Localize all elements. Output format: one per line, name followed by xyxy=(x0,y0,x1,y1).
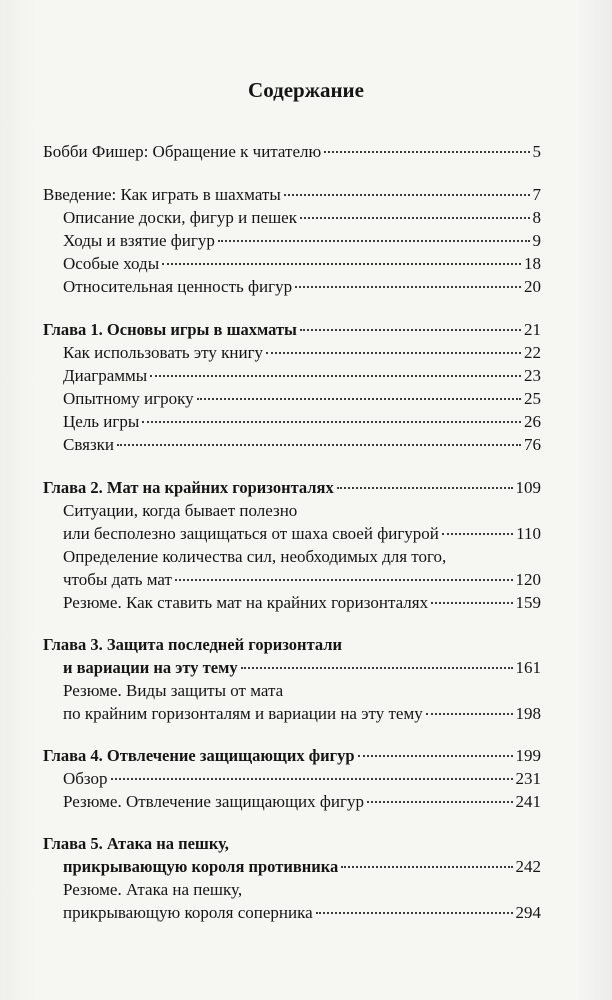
page-number: 9 xyxy=(532,231,541,250)
page-number: 242 xyxy=(515,857,541,876)
page-number: 23 xyxy=(524,366,541,385)
toc-chapter-5 xyxy=(43,855,541,878)
entry-title: Как использовать эту книгу xyxy=(63,343,264,362)
chapter-title-line: Глава 5. Атака на пешку, xyxy=(43,834,229,853)
dot-leader xyxy=(142,421,521,423)
page-number: 109 xyxy=(515,478,541,497)
toc-subentry xyxy=(43,252,541,275)
entry-title: или бесполезно защищаться от шаха своей фигурой xyxy=(63,524,439,543)
dot-leader xyxy=(426,713,513,715)
entry-title: Связки xyxy=(63,435,115,454)
page-number: 7 xyxy=(532,185,541,204)
entry-title: Диаграммы xyxy=(63,366,148,385)
entry-title: по крайним горизонталям и вариации на эту тему xyxy=(63,704,423,723)
toc-subentry xyxy=(43,568,541,591)
entry-title: Резюме. Как ставить мат на крайних горизонталях xyxy=(63,593,429,612)
toc-subentry xyxy=(43,364,541,387)
dot-leader xyxy=(175,579,513,581)
chapter-title: Глава 2. Мат на крайних горизонталях xyxy=(43,478,334,497)
page-number: 26 xyxy=(524,412,541,431)
page-number: 25 xyxy=(524,389,541,408)
chapter-title: Глава 4. Отвлечение защищающих фигур xyxy=(43,746,355,765)
entry-title: Цель игры xyxy=(63,412,140,431)
page-number: 294 xyxy=(515,903,541,922)
toc-subentry xyxy=(43,229,541,252)
dot-leader xyxy=(295,286,521,288)
page-number: 159 xyxy=(515,593,541,612)
page-number: 18 xyxy=(524,254,541,273)
toc-subentry xyxy=(43,767,541,790)
entry-title: Введение: Как играть в шахматы xyxy=(43,185,281,204)
page-number: 20 xyxy=(524,277,541,296)
chapter-title: и вариации на эту тему xyxy=(63,658,238,677)
dot-leader xyxy=(300,329,521,331)
toc-subentry xyxy=(43,433,541,456)
dot-leader xyxy=(241,667,513,669)
entry-title: чтобы дать мат xyxy=(63,570,172,589)
page-number: 198 xyxy=(515,704,541,723)
toc-chapter-1 xyxy=(43,318,541,341)
page-number: 231 xyxy=(515,769,541,788)
entry-title: Ходы и взятие фигур xyxy=(63,231,215,250)
toc-subentry xyxy=(43,522,541,545)
page-number: 21 xyxy=(524,320,541,339)
dot-leader xyxy=(162,263,521,265)
entry-title-line: Ситуации, когда бывает полезно xyxy=(63,501,298,520)
toc-subentry xyxy=(43,591,541,614)
entry-title-line: Определение количества сил, необходимых для того, xyxy=(63,547,447,566)
toc-subentry xyxy=(43,790,541,813)
dot-leader xyxy=(442,533,513,535)
toc-subentry xyxy=(43,341,541,364)
dot-leader xyxy=(150,375,521,377)
chapter-title: Глава 1. Основы игры в шахматы xyxy=(43,320,297,339)
entry-title: Особые ходы xyxy=(63,254,160,273)
table-of-contents xyxy=(43,140,541,924)
page-number: 8 xyxy=(532,208,541,227)
page-number: 241 xyxy=(515,792,541,811)
entry-title: Бобби Фишер: Обращение к читателю xyxy=(43,142,322,161)
toc-chapter-2 xyxy=(43,476,541,499)
entry-title: Относительная ценность фигур xyxy=(63,277,293,296)
page-number: 110 xyxy=(516,524,541,543)
toc-subentry xyxy=(43,901,541,924)
dot-leader xyxy=(367,801,513,803)
page-number: 199 xyxy=(515,746,541,765)
entry-title-line: Резюме. Атака на пешку, xyxy=(63,880,243,899)
toc-entry-foreword xyxy=(43,140,541,163)
chapter-title: прикрывающую короля противника xyxy=(63,857,339,876)
entry-title: Опытному игроку xyxy=(63,389,194,408)
page-number: 161 xyxy=(515,658,541,677)
entry-title: Обзор xyxy=(63,769,108,788)
dot-leader xyxy=(111,778,513,780)
dot-leader xyxy=(284,194,530,196)
dot-leader xyxy=(316,912,513,914)
chapter-title-line: Глава 3. Защита последней горизонтали xyxy=(43,635,343,654)
entry-title: прикрывающую короля соперника xyxy=(63,903,313,922)
dot-leader xyxy=(337,487,513,489)
page-title: Содержание xyxy=(248,78,364,102)
entry-title-line: Резюме. Виды защиты от мата xyxy=(63,681,284,700)
page-number: 120 xyxy=(515,570,541,589)
dot-leader xyxy=(324,151,529,153)
entry-title: Резюме. Отвлечение защищающих фигур xyxy=(63,792,364,811)
page-number: 76 xyxy=(524,435,541,454)
toc-chapter-3 xyxy=(43,656,541,679)
toc-entry-intro xyxy=(43,183,541,206)
dot-leader xyxy=(266,352,521,354)
dot-leader xyxy=(341,866,512,868)
toc-subentry xyxy=(43,387,541,410)
dot-leader xyxy=(197,398,521,400)
toc-subentry xyxy=(43,410,541,433)
dot-leader xyxy=(300,217,530,219)
toc-chapter-4 xyxy=(43,744,541,767)
dot-leader xyxy=(431,602,512,604)
toc-subentry xyxy=(43,206,541,229)
page-number: 22 xyxy=(524,343,541,362)
entry-title: Описание доски, фигур и пешек xyxy=(63,208,297,227)
dot-leader xyxy=(358,755,513,757)
page-number: 5 xyxy=(532,142,541,161)
toc-subentry xyxy=(43,702,541,725)
dot-leader xyxy=(218,240,530,242)
dot-leader xyxy=(117,444,521,446)
toc-subentry xyxy=(43,275,541,298)
